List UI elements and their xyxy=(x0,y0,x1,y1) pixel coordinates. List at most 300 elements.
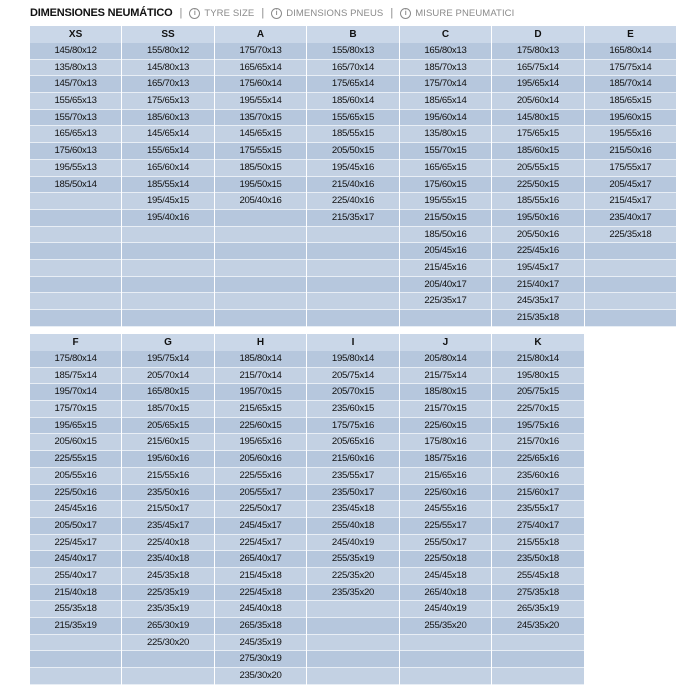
table-row xyxy=(30,293,676,310)
blank-cell xyxy=(585,618,676,635)
column-header: A xyxy=(215,26,306,43)
size-cell xyxy=(30,193,121,210)
size-cell: 165/80x15 xyxy=(122,384,213,401)
column-header: F xyxy=(30,334,121,351)
size-cell: 205/50x17 xyxy=(30,518,121,535)
size-cell: 165/70x14 xyxy=(307,60,398,77)
size-cell: 215/35x18 xyxy=(492,310,583,327)
size-cell: 205/45x17 xyxy=(585,177,676,194)
table-header-row xyxy=(30,26,676,43)
size-cell: 165/65x15 xyxy=(400,160,491,177)
size-cell: 265/30x19 xyxy=(122,618,213,635)
size-cell: 225/45x18 xyxy=(215,585,306,602)
size-cell: 215/45x17 xyxy=(585,193,676,210)
size-cell: 235/55x17 xyxy=(492,501,583,518)
size-cell: 215/65x16 xyxy=(400,468,491,485)
table-row xyxy=(30,177,676,194)
size-cell: 185/75x14 xyxy=(30,368,121,385)
size-cell xyxy=(30,227,121,244)
size-cell: 155/70x15 xyxy=(400,143,491,160)
size-cell: 215/80x14 xyxy=(492,351,583,368)
size-cell xyxy=(585,260,676,277)
size-table-2 xyxy=(30,334,676,685)
size-cell: 185/65x14 xyxy=(400,93,491,110)
table-row xyxy=(30,618,676,635)
header-alt-3 xyxy=(400,8,514,19)
size-cell: 235/45x17 xyxy=(122,518,213,535)
size-cell: 195/45x16 xyxy=(307,160,398,177)
size-cell: 205/55x17 xyxy=(215,485,306,502)
size-cell: 175/80x16 xyxy=(400,434,491,451)
size-cell: 195/55x14 xyxy=(215,93,306,110)
size-cell: 225/55x16 xyxy=(215,468,306,485)
size-cell: 195/50x15 xyxy=(215,177,306,194)
size-cell: 175/70x14 xyxy=(400,76,491,93)
size-cell: 225/45x17 xyxy=(215,535,306,552)
size-cell xyxy=(30,260,121,277)
size-cell xyxy=(307,310,398,327)
table-row xyxy=(30,126,676,143)
table-row xyxy=(30,43,676,60)
size-cell: 265/40x18 xyxy=(400,585,491,602)
size-cell: 185/55x16 xyxy=(492,193,583,210)
size-cell: 195/55x15 xyxy=(400,193,491,210)
size-cell: 135/80x15 xyxy=(400,126,491,143)
size-cell xyxy=(122,260,213,277)
column-header: B xyxy=(307,26,398,43)
size-cell: 215/40x17 xyxy=(492,277,583,294)
header-alt-1 xyxy=(189,8,254,19)
size-cell xyxy=(215,293,306,310)
size-cell xyxy=(400,310,491,327)
size-cell: 225/50x18 xyxy=(400,551,491,568)
size-cell: 215/55x18 xyxy=(492,535,583,552)
size-cell: 175/80x13 xyxy=(492,43,583,60)
size-cell: 185/70x13 xyxy=(400,60,491,77)
size-cell: 215/50x17 xyxy=(122,501,213,518)
info-icon: i xyxy=(271,8,282,19)
size-cell: 245/35x18 xyxy=(122,568,213,585)
size-cell: 215/75x14 xyxy=(400,368,491,385)
size-cell xyxy=(307,227,398,244)
size-cell: 175/75x14 xyxy=(585,60,676,77)
size-cell: 185/60x13 xyxy=(122,110,213,127)
size-cell: 195/65x15 xyxy=(30,418,121,435)
size-cell: 215/45x16 xyxy=(400,260,491,277)
size-cell: 245/40x19 xyxy=(307,535,398,552)
size-cell: 145/80x15 xyxy=(492,110,583,127)
size-cell: 205/60x15 xyxy=(30,434,121,451)
size-cell: 185/65x15 xyxy=(585,93,676,110)
blank-cell xyxy=(585,651,676,668)
size-cell: 275/35x18 xyxy=(492,585,583,602)
size-cell: 235/50x16 xyxy=(122,485,213,502)
size-cell: 205/70x14 xyxy=(122,368,213,385)
size-cell: 235/50x18 xyxy=(492,551,583,568)
blank-cell xyxy=(585,384,676,401)
blank-cell xyxy=(585,585,676,602)
size-cell: 215/45x18 xyxy=(215,568,306,585)
size-cell: 165/70x13 xyxy=(122,76,213,93)
column-header: C xyxy=(400,26,491,43)
size-cell: 195/80x15 xyxy=(492,368,583,385)
size-cell: 205/40x17 xyxy=(400,277,491,294)
size-cell: 255/35x20 xyxy=(400,618,491,635)
size-cell xyxy=(30,243,121,260)
size-cell: 265/35x18 xyxy=(215,618,306,635)
size-cell: 195/80x14 xyxy=(307,351,398,368)
size-cell: 245/35x20 xyxy=(492,618,583,635)
column-header: H xyxy=(215,334,306,351)
blank-cell xyxy=(585,635,676,652)
size-cell: 175/65x15 xyxy=(492,126,583,143)
table-row xyxy=(30,76,676,93)
size-cell: 225/35x20 xyxy=(307,568,398,585)
blank-cell xyxy=(585,501,676,518)
size-cell xyxy=(492,668,583,685)
header-alt-label: DIMENSIONS PNEUS xyxy=(286,7,384,19)
size-cell xyxy=(30,651,121,668)
size-cell: 165/65x14 xyxy=(215,60,306,77)
blank-cell xyxy=(585,518,676,535)
size-cell: 195/75x16 xyxy=(492,418,583,435)
size-cell: 245/55x16 xyxy=(400,501,491,518)
size-cell: 175/60x15 xyxy=(400,177,491,194)
size-cell: 185/75x16 xyxy=(400,451,491,468)
header-separator: | xyxy=(261,7,265,19)
blank-cell xyxy=(585,485,676,502)
size-cell xyxy=(215,210,306,227)
size-cell xyxy=(400,635,491,652)
size-cell: 245/45x18 xyxy=(400,568,491,585)
size-cell: 135/80x13 xyxy=(30,60,121,77)
size-cell: 245/45x17 xyxy=(215,518,306,535)
table-row xyxy=(30,585,676,602)
size-cell: 215/60x15 xyxy=(122,434,213,451)
size-cell: 145/80x13 xyxy=(122,60,213,77)
size-cell: 195/60x15 xyxy=(585,110,676,127)
size-cell xyxy=(122,651,213,668)
size-cell xyxy=(585,277,676,294)
size-cell: 225/50x16 xyxy=(30,485,121,502)
size-cell: 175/80x14 xyxy=(30,351,121,368)
header-alt-label: MISURE PNEUMATICI xyxy=(415,7,515,19)
size-cell: 175/55x15 xyxy=(215,143,306,160)
size-cell: 185/80x14 xyxy=(215,351,306,368)
size-cell: 215/50x15 xyxy=(400,210,491,227)
blank-cell xyxy=(585,451,676,468)
size-cell xyxy=(122,227,213,244)
size-cell: 165/80x14 xyxy=(585,43,676,60)
size-cell: 245/40x18 xyxy=(215,601,306,618)
table-row xyxy=(30,418,676,435)
table-row xyxy=(30,210,676,227)
size-cell xyxy=(307,293,398,310)
size-cell: 155/65x15 xyxy=(307,110,398,127)
size-cell: 175/70x15 xyxy=(30,401,121,418)
table-row xyxy=(30,635,676,652)
size-cell: 245/40x17 xyxy=(30,551,121,568)
size-cell xyxy=(30,635,121,652)
size-cell xyxy=(215,277,306,294)
size-cell: 225/50x15 xyxy=(492,177,583,194)
size-cell: 215/60x16 xyxy=(307,451,398,468)
size-cell: 215/70x14 xyxy=(215,368,306,385)
column-header: SS xyxy=(122,26,213,43)
blank-cell xyxy=(585,351,676,368)
size-cell: 265/40x17 xyxy=(215,551,306,568)
table-row xyxy=(30,668,676,685)
column-header: G xyxy=(122,334,213,351)
table-row xyxy=(30,384,676,401)
size-cell: 195/75x14 xyxy=(122,351,213,368)
size-cell: 185/60x14 xyxy=(307,93,398,110)
table-row xyxy=(30,193,676,210)
table-row xyxy=(30,160,676,177)
size-cell: 255/35x19 xyxy=(307,551,398,568)
size-cell xyxy=(215,243,306,260)
size-cell: 155/65x14 xyxy=(122,143,213,160)
size-cell: 155/80x12 xyxy=(122,43,213,60)
size-cell: 205/60x14 xyxy=(492,93,583,110)
table-row xyxy=(30,601,676,618)
size-cell: 205/65x16 xyxy=(307,434,398,451)
size-cell: 255/40x18 xyxy=(307,518,398,535)
size-cell xyxy=(215,310,306,327)
size-cell: 195/60x16 xyxy=(122,451,213,468)
size-cell: 215/40x18 xyxy=(30,585,121,602)
size-cell xyxy=(122,293,213,310)
table-row xyxy=(30,310,676,327)
size-cell: 215/55x16 xyxy=(122,468,213,485)
size-cell: 205/70x15 xyxy=(307,384,398,401)
blank-cell xyxy=(585,535,676,552)
size-cell: 225/60x15 xyxy=(400,418,491,435)
blank-cell xyxy=(585,601,676,618)
table-row xyxy=(30,351,676,368)
size-cell: 195/50x16 xyxy=(492,210,583,227)
size-cell: 235/55x17 xyxy=(307,468,398,485)
size-cell: 185/55x15 xyxy=(307,126,398,143)
size-cell: 175/65x13 xyxy=(122,93,213,110)
size-cell: 225/55x17 xyxy=(400,518,491,535)
size-cell: 235/50x17 xyxy=(307,485,398,502)
size-cell: 205/55x15 xyxy=(492,160,583,177)
size-cell: 225/50x17 xyxy=(215,501,306,518)
size-cell: 215/35x17 xyxy=(307,210,398,227)
size-cell xyxy=(307,651,398,668)
size-cell xyxy=(122,277,213,294)
size-cell xyxy=(30,210,121,227)
size-cell: 215/35x19 xyxy=(30,618,121,635)
size-cell: 255/45x18 xyxy=(492,568,583,585)
size-cell: 235/35x20 xyxy=(307,585,398,602)
table-row xyxy=(30,518,676,535)
blank-cell xyxy=(585,468,676,485)
size-cell xyxy=(307,635,398,652)
size-cell: 215/70x16 xyxy=(492,434,583,451)
size-cell: 185/50x14 xyxy=(30,177,121,194)
size-cell: 205/55x16 xyxy=(30,468,121,485)
size-cell: 235/40x17 xyxy=(585,210,676,227)
size-cell: 175/65x14 xyxy=(307,76,398,93)
size-cell: 205/40x16 xyxy=(215,193,306,210)
size-cell: 195/45x17 xyxy=(492,260,583,277)
table-row xyxy=(30,60,676,77)
blank-cell xyxy=(585,668,676,685)
blank-cell xyxy=(585,551,676,568)
size-cell: 145/70x13 xyxy=(30,76,121,93)
size-cell: 245/45x16 xyxy=(30,501,121,518)
size-cell: 185/70x15 xyxy=(122,401,213,418)
size-cell: 195/70x14 xyxy=(30,384,121,401)
size-cell: 185/80x15 xyxy=(400,384,491,401)
size-cell xyxy=(30,293,121,310)
size-cell xyxy=(215,227,306,244)
size-cell: 255/40x17 xyxy=(30,568,121,585)
size-cell: 255/35x18 xyxy=(30,601,121,618)
size-cell: 225/35x18 xyxy=(585,227,676,244)
size-cell xyxy=(307,260,398,277)
size-cell: 195/55x13 xyxy=(30,160,121,177)
table-header-row xyxy=(30,334,676,351)
size-cell: 225/30x20 xyxy=(122,635,213,652)
size-cell: 235/60x15 xyxy=(307,401,398,418)
size-cell: 225/45x16 xyxy=(492,243,583,260)
table-row xyxy=(30,143,676,160)
size-cell: 135/70x15 xyxy=(215,110,306,127)
size-cell: 225/35x19 xyxy=(122,585,213,602)
size-cell xyxy=(307,243,398,260)
table-row xyxy=(30,501,676,518)
table-row xyxy=(30,434,676,451)
size-cell: 215/40x16 xyxy=(307,177,398,194)
size-cell xyxy=(585,243,676,260)
column-header: D xyxy=(492,26,583,43)
table-row xyxy=(30,401,676,418)
header-alt-2 xyxy=(271,8,383,19)
blank-cell xyxy=(585,568,676,585)
table-row xyxy=(30,227,676,244)
size-cell xyxy=(585,310,676,327)
size-cell: 265/35x19 xyxy=(492,601,583,618)
size-cell: 225/55x15 xyxy=(30,451,121,468)
table-row xyxy=(30,568,676,585)
size-cell xyxy=(122,310,213,327)
table-row xyxy=(30,451,676,468)
size-cell: 205/60x16 xyxy=(215,451,306,468)
size-cell: 235/60x16 xyxy=(492,468,583,485)
size-cell xyxy=(122,668,213,685)
blank-cell xyxy=(585,368,676,385)
size-cell: 235/30x20 xyxy=(215,668,306,685)
size-cell: 245/35x19 xyxy=(215,635,306,652)
info-icon: i xyxy=(400,8,411,19)
size-cell: 145/65x14 xyxy=(122,126,213,143)
size-cell: 175/70x13 xyxy=(215,43,306,60)
size-cell: 185/55x14 xyxy=(122,177,213,194)
size-cell: 185/60x15 xyxy=(492,143,583,160)
size-cell: 195/70x15 xyxy=(215,384,306,401)
table-row xyxy=(30,110,676,127)
table-row xyxy=(30,551,676,568)
header-title: DIMENSIONES NEUMÁTICO xyxy=(30,7,173,19)
size-cell xyxy=(30,310,121,327)
empty-header xyxy=(585,334,676,351)
header-separator: | xyxy=(390,7,394,19)
table-row xyxy=(30,485,676,502)
size-cell: 205/75x14 xyxy=(307,368,398,385)
size-cell: 185/50x16 xyxy=(400,227,491,244)
size-cell: 195/60x14 xyxy=(400,110,491,127)
size-cell: 235/40x18 xyxy=(122,551,213,568)
size-table-1 xyxy=(30,26,676,327)
size-cell: 235/35x19 xyxy=(122,601,213,618)
size-cell: 215/65x15 xyxy=(215,401,306,418)
size-cell xyxy=(307,618,398,635)
size-cell: 165/80x13 xyxy=(400,43,491,60)
page-header xyxy=(30,4,514,22)
table-row xyxy=(30,535,676,552)
size-cell: 175/75x16 xyxy=(307,418,398,435)
size-cell: 225/65x16 xyxy=(492,451,583,468)
size-cell: 275/40x17 xyxy=(492,518,583,535)
table-row xyxy=(30,651,676,668)
column-header: I xyxy=(307,334,398,351)
size-cell: 205/50x16 xyxy=(492,227,583,244)
size-cell: 225/70x15 xyxy=(492,401,583,418)
size-cell: 255/50x17 xyxy=(400,535,491,552)
size-cell: 175/60x14 xyxy=(215,76,306,93)
size-cell: 165/65x13 xyxy=(30,126,121,143)
size-cell xyxy=(307,277,398,294)
size-cell xyxy=(122,243,213,260)
column-header: E xyxy=(585,26,676,43)
size-cell: 165/60x14 xyxy=(122,160,213,177)
header-alt-label: TYRE SIZE xyxy=(204,7,255,19)
size-cell: 195/40x16 xyxy=(122,210,213,227)
size-cell: 245/40x19 xyxy=(400,601,491,618)
size-cell: 215/60x17 xyxy=(492,485,583,502)
table-row xyxy=(30,468,676,485)
size-cell: 235/45x18 xyxy=(307,501,398,518)
size-cell: 195/45x15 xyxy=(122,193,213,210)
size-cell: 155/70x13 xyxy=(30,110,121,127)
blank-cell xyxy=(585,434,676,451)
size-cell: 185/50x15 xyxy=(215,160,306,177)
column-header: J xyxy=(400,334,491,351)
size-cell: 275/30x19 xyxy=(215,651,306,668)
size-cell: 205/75x15 xyxy=(492,384,583,401)
size-cell xyxy=(307,601,398,618)
size-cell xyxy=(492,651,583,668)
size-cell xyxy=(400,668,491,685)
table-row xyxy=(30,243,676,260)
size-cell xyxy=(30,277,121,294)
info-icon: i xyxy=(189,8,200,19)
size-cell: 215/70x15 xyxy=(400,401,491,418)
size-cell: 205/80x14 xyxy=(400,351,491,368)
size-cell: 155/80x13 xyxy=(307,43,398,60)
size-cell: 165/75x14 xyxy=(492,60,583,77)
size-cell: 225/35x17 xyxy=(400,293,491,310)
size-cell: 175/55x17 xyxy=(585,160,676,177)
size-cell: 205/50x15 xyxy=(307,143,398,160)
size-cell: 245/35x17 xyxy=(492,293,583,310)
size-cell xyxy=(400,651,491,668)
size-cell: 185/70x14 xyxy=(585,76,676,93)
size-cell: 145/80x12 xyxy=(30,43,121,60)
